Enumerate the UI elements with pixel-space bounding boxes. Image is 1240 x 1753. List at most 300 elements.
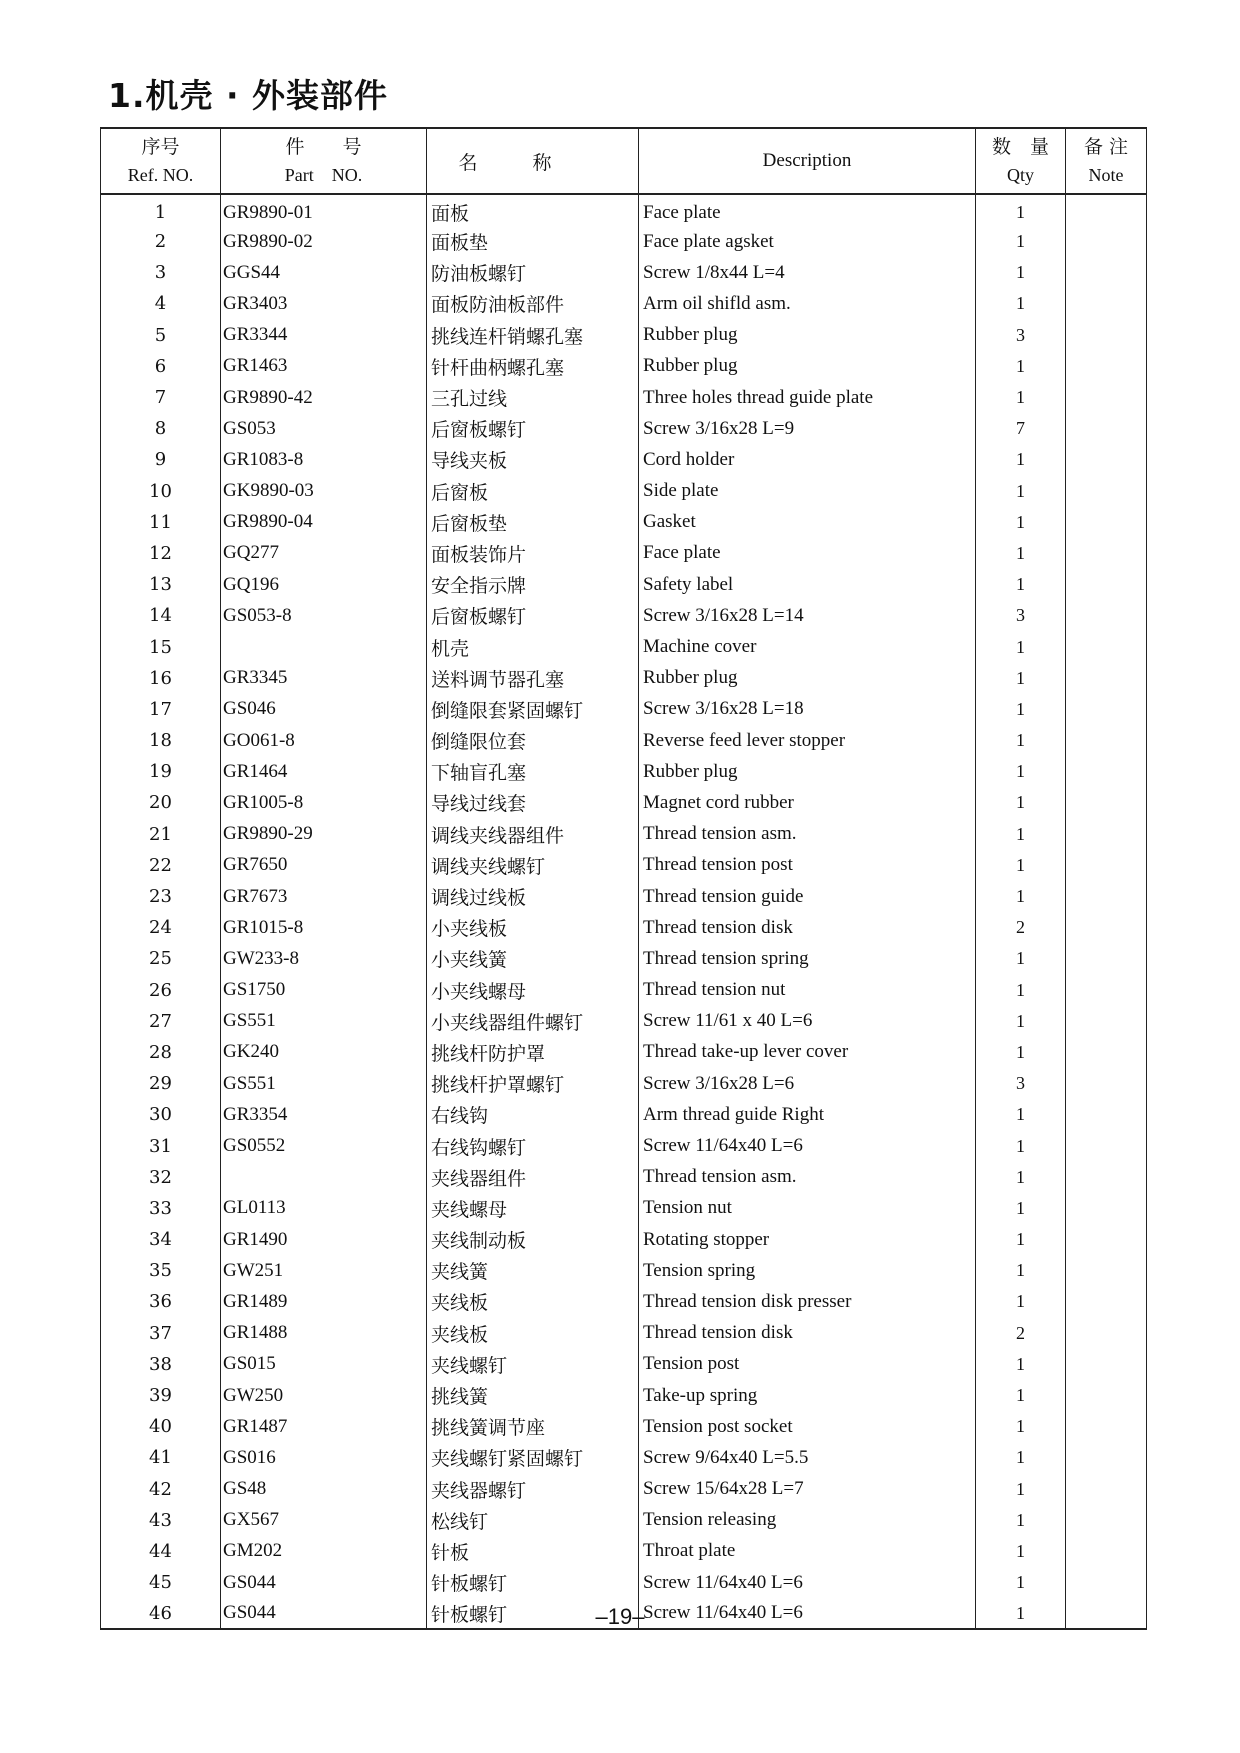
cell-ref: 10 [101,476,221,507]
table-row [101,1255,1147,1286]
cell-part-no: GR9890-02 [221,226,427,257]
cell-name-cn: 下轴盲孔塞 [427,756,639,787]
cell-note [1066,1130,1147,1161]
cell-name-cn: 夹线板 [427,1286,639,1317]
table-row [101,1006,1147,1037]
cell-note [1066,1474,1147,1505]
cell-ref: 32 [101,1162,221,1193]
header-part-en: Part NO. [284,165,363,185]
cell-part-no: GGS44 [221,257,427,288]
table-row [101,819,1147,850]
cell-note [1066,476,1147,507]
cell-name-cn: 夹线器组件 [427,1162,639,1193]
cell-ref: 24 [101,912,221,943]
table-row [101,194,1147,226]
table-row [101,257,1147,288]
header-note [1066,128,1147,194]
cell-note [1066,1255,1147,1286]
cell-name-cn: 送料调节器孔塞 [427,663,639,694]
cell-ref: 44 [101,1536,221,1567]
table-row [101,569,1147,600]
header-part-cn: 件 号 [285,136,362,158]
cell-part-no: GR1490 [221,1224,427,1255]
table-row [101,756,1147,787]
cell-description: Screw 3/16x28 L=9 [639,413,976,444]
cell-qty: 1 [976,257,1066,288]
cell-name-cn: 挑线簧调节座 [427,1411,639,1442]
page-title: 1.机壳 · 外装部件 [108,76,389,115]
cell-note [1066,694,1147,725]
cell-ref: 2 [101,226,221,257]
table-row [101,538,1147,569]
cell-qty: 1 [976,756,1066,787]
table-row [101,1411,1147,1442]
cell-description: Tension spring [639,1255,976,1286]
cell-name-cn: 夹线螺钉紧固螺钉 [427,1442,639,1473]
cell-ref: 30 [101,1099,221,1130]
cell-name-cn: 右线钩螺钉 [427,1130,639,1161]
cell-name-cn: 夹线螺母 [427,1193,639,1224]
cell-qty: 1 [976,663,1066,694]
cell-qty: 1 [976,1598,1066,1629]
cell-ref: 4 [101,288,221,319]
cell-ref: 21 [101,819,221,850]
cell-qty: 1 [976,1099,1066,1130]
cell-part-no: GS551 [221,1006,427,1037]
cell-description: Thread tension spring [639,943,976,974]
cell-part-no: GM202 [221,1536,427,1567]
parts-table [100,127,1147,1630]
cell-ref: 37 [101,1318,221,1349]
cell-note [1066,1380,1147,1411]
cell-description: Screw 15/64x28 L=7 [639,1474,976,1505]
cell-part-no [221,1162,427,1193]
cell-part-no: GS016 [221,1442,427,1473]
cell-part-no: GL0113 [221,1193,427,1224]
table-row [101,351,1147,382]
cell-description: Throat plate [639,1536,976,1567]
cell-name-cn: 夹线板 [427,1318,639,1349]
cell-ref: 13 [101,569,221,600]
cell-ref: 34 [101,1224,221,1255]
cell-qty: 1 [976,1474,1066,1505]
cell-name-cn: 针杆曲柄螺孔塞 [427,351,639,382]
header-part [221,128,427,194]
cell-ref: 5 [101,320,221,351]
cell-note [1066,1193,1147,1224]
cell-note [1066,1567,1147,1598]
cell-description: Thread take-up lever cover [639,1037,976,1068]
cell-name-cn: 挑线杆护罩螺钉 [427,1068,639,1099]
table-row [101,881,1147,912]
cell-name-cn: 后窗板 [427,476,639,507]
header-note-en: Note [1088,165,1124,185]
cell-note [1066,1068,1147,1099]
cell-qty: 1 [976,1349,1066,1380]
cell-qty: 1 [976,1567,1066,1598]
header-name-cn: 名称 [458,151,607,174]
cell-note [1066,194,1147,226]
cell-name-cn: 调线夹线器组件 [427,819,639,850]
cell-note [1066,881,1147,912]
table-row [101,1286,1147,1317]
cell-description: Cord holder [639,444,976,475]
cell-part-no: GW250 [221,1380,427,1411]
cell-note [1066,975,1147,1006]
cell-ref: 26 [101,975,221,1006]
table-row [101,631,1147,662]
cell-qty: 1 [976,975,1066,1006]
cell-qty: 1 [976,725,1066,756]
cell-ref: 9 [101,444,221,475]
cell-qty: 2 [976,1318,1066,1349]
cell-note [1066,288,1147,319]
cell-part-no: GK9890-03 [221,476,427,507]
cell-qty: 1 [976,1255,1066,1286]
cell-note [1066,1162,1147,1193]
cell-description: Screw 11/64x40 L=6 [639,1130,976,1161]
cell-part-no: GW233-8 [221,943,427,974]
cell-part-no: GR3403 [221,288,427,319]
cell-part-no: GR3345 [221,663,427,694]
cell-ref: 19 [101,756,221,787]
cell-description: Tension post [639,1349,976,1380]
cell-part-no: GS053-8 [221,600,427,631]
cell-name-cn: 针板螺钉 [427,1567,639,1598]
cell-description: Face plate [639,538,976,569]
table-row [101,943,1147,974]
cell-name-cn: 夹线器螺钉 [427,1474,639,1505]
cell-description: Tension nut [639,1193,976,1224]
cell-ref: 12 [101,538,221,569]
cell-part-no: GS1750 [221,975,427,1006]
cell-name-cn: 后窗板螺钉 [427,600,639,631]
cell-note [1066,320,1147,351]
cell-description: Thread tension disk presser [639,1286,976,1317]
cell-qty: 3 [976,320,1066,351]
cell-ref: 15 [101,631,221,662]
cell-description: Thread tension nut [639,975,976,1006]
cell-description: Screw 1/8x44 L=4 [639,257,976,288]
cell-qty: 1 [976,787,1066,818]
cell-name-cn: 机壳 [427,631,639,662]
cell-description: Thread tension asm. [639,819,976,850]
cell-qty: 3 [976,600,1066,631]
cell-name-cn: 安全指示牌 [427,569,639,600]
cell-name-cn: 导线过线套 [427,787,639,818]
cell-description: Rotating stopper [639,1224,976,1255]
cell-part-no: GR9890-04 [221,507,427,538]
cell-description: Thread tension guide [639,881,976,912]
cell-part-no: GS044 [221,1567,427,1598]
table-row [101,1130,1147,1161]
table-row [101,912,1147,943]
cell-name-cn: 面板垫 [427,226,639,257]
cell-qty: 1 [976,1224,1066,1255]
cell-note [1066,507,1147,538]
cell-note [1066,631,1147,662]
table-row [101,288,1147,319]
cell-qty: 1 [976,1162,1066,1193]
cell-ref: 17 [101,694,221,725]
cell-qty: 1 [976,1411,1066,1442]
cell-note [1066,756,1147,787]
cell-description: Tension post socket [639,1411,976,1442]
cell-part-no: GQ196 [221,569,427,600]
cell-name-cn: 倒缝限套紧固螺钉 [427,694,639,725]
cell-name-cn: 挑线连杆销螺孔塞 [427,320,639,351]
cell-name-cn: 挑线簧 [427,1380,639,1411]
cell-name-cn: 夹线螺钉 [427,1349,639,1380]
cell-ref: 41 [101,1442,221,1473]
cell-description: Arm thread guide Right [639,1099,976,1130]
cell-name-cn: 夹线制动板 [427,1224,639,1255]
cell-note [1066,1099,1147,1130]
cell-ref: 36 [101,1286,221,1317]
cell-description: Screw 3/16x28 L=14 [639,600,976,631]
cell-qty: 7 [976,413,1066,444]
cell-ref: 40 [101,1411,221,1442]
header-ref [101,128,221,194]
cell-ref: 33 [101,1193,221,1224]
cell-note [1066,725,1147,756]
cell-name-cn: 面板 [427,194,639,226]
table-row [101,975,1147,1006]
table-row [101,413,1147,444]
cell-name-cn: 松线钉 [427,1505,639,1536]
cell-qty: 1 [976,538,1066,569]
table-row [101,1318,1147,1349]
cell-note [1066,1442,1147,1473]
cell-description: Safety label [639,569,976,600]
table-row [101,1474,1147,1505]
cell-ref: 16 [101,663,221,694]
cell-description: Face plate [639,194,976,226]
cell-qty: 1 [976,351,1066,382]
cell-name-cn: 后窗板螺钉 [427,413,639,444]
cell-description: Thread tension asm. [639,1162,976,1193]
table-row [101,1505,1147,1536]
table-row [101,1536,1147,1567]
cell-ref: 35 [101,1255,221,1286]
cell-ref: 7 [101,382,221,413]
cell-part-no [221,631,427,662]
cell-description: Rubber plug [639,663,976,694]
cell-description: Screw 9/64x40 L=5.5 [639,1442,976,1473]
header-qty [976,128,1066,194]
cell-qty: 1 [976,507,1066,538]
cell-name-cn: 针板螺钉 [427,1598,639,1629]
header-qty-en: Qty [1007,165,1034,185]
cell-ref: 22 [101,850,221,881]
cell-note [1066,1006,1147,1037]
table-row [101,1162,1147,1193]
cell-description: Machine cover [639,631,976,662]
cell-note [1066,1505,1147,1536]
cell-ref: 27 [101,1006,221,1037]
cell-description: Thread tension disk [639,1318,976,1349]
cell-ref: 43 [101,1505,221,1536]
cell-qty: 1 [976,943,1066,974]
table-row [101,476,1147,507]
cell-part-no: GR7650 [221,850,427,881]
table-row [101,1567,1147,1598]
cell-name-cn: 面板防油板部件 [427,288,639,319]
cell-description: Rubber plug [639,756,976,787]
cell-qty: 1 [976,1037,1066,1068]
cell-ref: 20 [101,787,221,818]
cell-qty: 1 [976,1505,1066,1536]
table-row [101,1193,1147,1224]
cell-qty: 1 [976,1286,1066,1317]
table-row [101,600,1147,631]
table-row [101,1037,1147,1068]
cell-note [1066,850,1147,881]
cell-note [1066,257,1147,288]
cell-part-no: GQ277 [221,538,427,569]
cell-part-no: GR1489 [221,1286,427,1317]
cell-name-cn: 小夹线簧 [427,943,639,974]
cell-part-no: GR3354 [221,1099,427,1130]
cell-part-no: GR1464 [221,756,427,787]
cell-note [1066,226,1147,257]
cell-name-cn: 小夹线板 [427,912,639,943]
cell-part-no: GR1463 [221,351,427,382]
cell-name-cn: 右线钩 [427,1099,639,1130]
cell-ref: 6 [101,351,221,382]
cell-note [1066,1224,1147,1255]
cell-note [1066,1349,1147,1380]
cell-description: Side plate [639,476,976,507]
cell-ref: 45 [101,1567,221,1598]
cell-ref: 18 [101,725,221,756]
header-note-cn: 备 注 [1083,136,1129,158]
cell-note [1066,569,1147,600]
header-ref-cn: 序号 [141,136,180,158]
cell-qty: 1 [976,819,1066,850]
header-name [427,128,639,194]
header-description-text: Description [762,150,852,171]
cell-part-no: GS053 [221,413,427,444]
table-row [101,507,1147,538]
cell-name-cn: 小夹线器组件螺钉 [427,1006,639,1037]
table-row [101,1224,1147,1255]
page-number: –19– [595,1604,645,1629]
cell-description: Screw 3/16x28 L=18 [639,694,976,725]
cell-qty: 1 [976,631,1066,662]
table-row [101,663,1147,694]
cell-part-no: GS48 [221,1474,427,1505]
table-row [101,1099,1147,1130]
cell-description: Rubber plug [639,351,976,382]
cell-ref: 28 [101,1037,221,1068]
cell-name-cn: 后窗板垫 [427,507,639,538]
cell-ref: 42 [101,1474,221,1505]
cell-name-cn: 防油板螺钉 [427,257,639,288]
cell-part-no: GK240 [221,1037,427,1068]
table-row [101,725,1147,756]
cell-ref: 29 [101,1068,221,1099]
cell-ref: 23 [101,881,221,912]
cell-note [1066,444,1147,475]
parts-table-body [101,194,1147,1629]
cell-qty: 1 [976,288,1066,319]
cell-part-no: GX567 [221,1505,427,1536]
cell-note [1066,1286,1147,1317]
cell-part-no: GR3344 [221,320,427,351]
cell-qty: 1 [976,1380,1066,1411]
header-description [639,128,976,194]
cell-description: Thread tension post [639,850,976,881]
cell-qty: 1 [976,694,1066,725]
cell-qty: 1 [976,194,1066,226]
cell-ref: 11 [101,507,221,538]
table-row [101,382,1147,413]
cell-ref: 3 [101,257,221,288]
cell-qty: 1 [976,850,1066,881]
cell-part-no: GO061-8 [221,725,427,756]
cell-note [1066,382,1147,413]
cell-part-no: GR1487 [221,1411,427,1442]
cell-part-no: GR1488 [221,1318,427,1349]
cell-part-no: GR7673 [221,881,427,912]
cell-name-cn: 倒缝限位套 [427,725,639,756]
cell-description: Rubber plug [639,320,976,351]
cell-note [1066,600,1147,631]
cell-part-no: GR9890-01 [221,194,427,226]
cell-ref: 38 [101,1349,221,1380]
table-row [101,320,1147,351]
table-row [101,1442,1147,1473]
cell-qty: 2 [976,912,1066,943]
cell-note [1066,351,1147,382]
cell-description: Thread tension disk [639,912,976,943]
cell-note [1066,1536,1147,1567]
table-row [101,226,1147,257]
cell-ref: 46 [101,1598,221,1629]
cell-ref: 1 [101,194,221,226]
table-row [101,694,1147,725]
header-qty-cn: 数 量 [991,136,1049,158]
cell-note [1066,943,1147,974]
cell-qty: 1 [976,444,1066,475]
cell-part-no: GS015 [221,1349,427,1380]
cell-name-cn: 三孔过线 [427,382,639,413]
cell-qty: 1 [976,1442,1066,1473]
table-row [101,444,1147,475]
cell-part-no: GS0552 [221,1130,427,1161]
header-ref-en: Ref. NO. [127,165,194,185]
cell-name-cn: 调线夹线螺钉 [427,850,639,881]
cell-part-no: GS044 [221,1598,427,1629]
cell-note [1066,1037,1147,1068]
cell-qty: 3 [976,1068,1066,1099]
cell-description: Screw 11/64x40 L=6 [639,1567,976,1598]
cell-part-no: GR9890-29 [221,819,427,850]
cell-part-no: GS046 [221,694,427,725]
cell-part-no: GR9890-42 [221,382,427,413]
cell-description: Face plate agsket [639,226,976,257]
cell-part-no: GR1005-8 [221,787,427,818]
cell-note [1066,1411,1147,1442]
cell-part-no: GW251 [221,1255,427,1286]
cell-name-cn: 针板 [427,1536,639,1567]
cell-description: Arm oil shifld asm. [639,288,976,319]
cell-ref: 25 [101,943,221,974]
cell-name-cn: 调线过线板 [427,881,639,912]
cell-description: Magnet cord rubber [639,787,976,818]
cell-part-no: GR1083-8 [221,444,427,475]
